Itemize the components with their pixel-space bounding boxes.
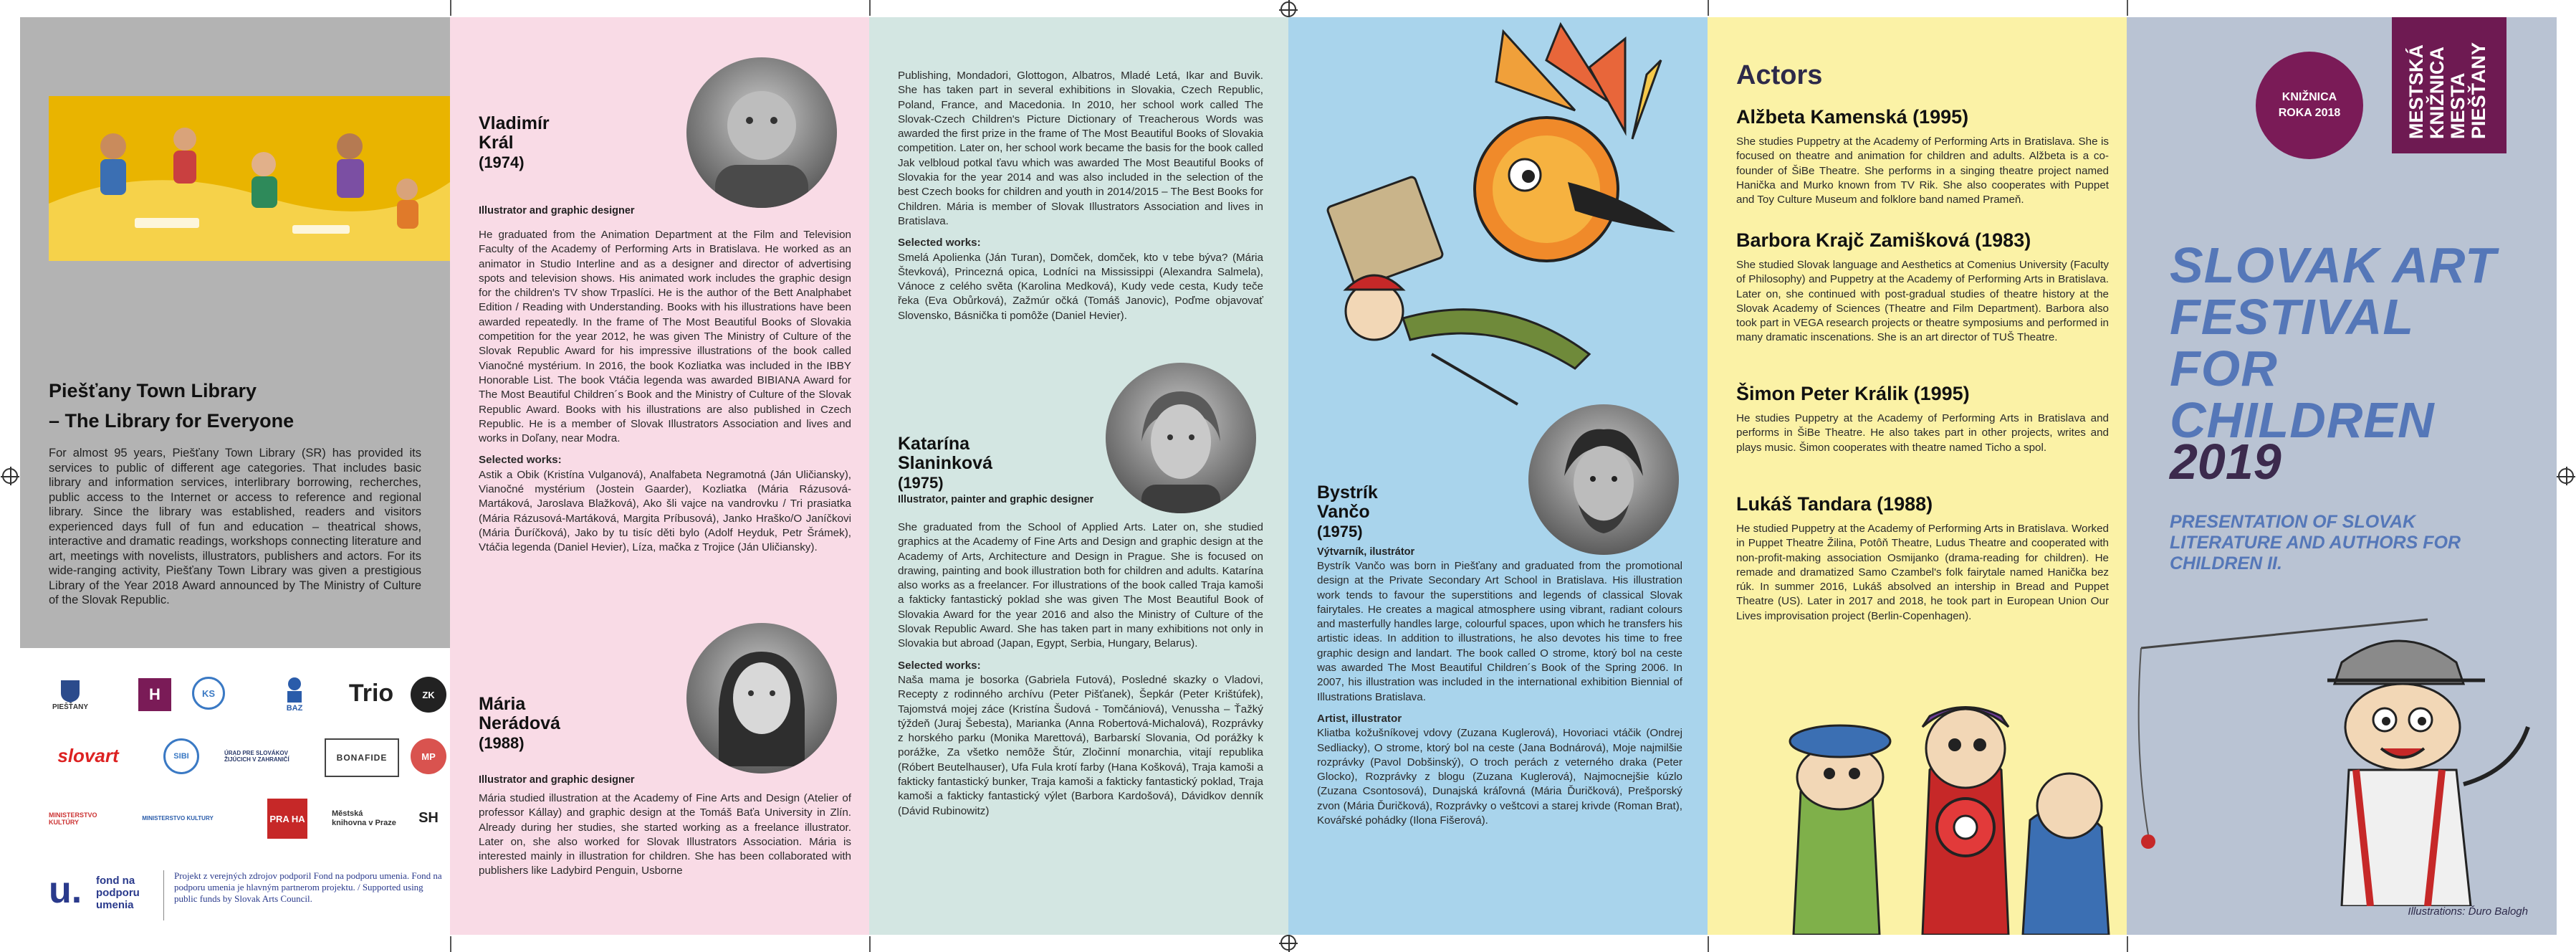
library-title-line2: – The Library for Everyone xyxy=(49,410,295,432)
logo-ministerstvo-cz: MINISTERSTVO KULTURY xyxy=(142,814,214,822)
festival-title-line2: FESTIVAL xyxy=(2170,289,2415,345)
logo-bonafide: BONAFIDE xyxy=(325,738,399,777)
library-photo xyxy=(49,96,450,261)
logo-urad: ÚRAD PRE SLOVÁKOV ŽIJÚCICH V ZAHRANIČÍ xyxy=(224,750,289,763)
kral-works-label: Selected works: xyxy=(479,454,562,467)
neradova-years: (1988) xyxy=(479,734,525,752)
crop-mark xyxy=(869,936,871,952)
vanco-portrait xyxy=(1528,404,1679,555)
town-library-logo-text: MESTSKÁ KNIŽNICA MESTA PIEŠŤANY xyxy=(2405,42,2489,139)
actor-name: Alžbeta Kamenská (1995) xyxy=(1736,106,1969,128)
kral-portrait xyxy=(686,57,837,208)
kral-neradova-panel xyxy=(450,17,869,935)
neradova-role: Illustrator and graphic designer xyxy=(479,774,635,786)
logo-sh: SH xyxy=(418,809,439,826)
slaninkova-works: Naša mama je bosorka (Gabriela Futová), Posledné skazky o Vladovi, Recepty z rodinného archívu (Peter Pišťanek), Šepkár (Peter Krištúfek), Tajomstvá mojej záce (Kristína Šudová - Tomčániová), Venussha – Ťažký týždeň (Juraj Šebesta), Marianka (Anna Robertová-Michalová), Rozprávky z horského parku (Monika Marettová), Barbarskí Slovania, Od porážky k porážke, Za všetko nemôže Štúr, Zločinní monarchia, vitají republika (Róbert Beutelhauser), Ufa Fula krotí farby (Hana Košková), Traja kamoši a fakticky fantastický bunker, Traja kamoši a fakticky fantastický poklad, Traja kamoši a fakticky fantastický výlet (Barbora Kardošová), Dávidkov denník (Dávid Rubinowitz) xyxy=(898,673,1263,817)
logo-sibi: SIBI xyxy=(163,738,199,774)
logo-ministerstvo-sk: MINISTERSTVO KULTÚRY xyxy=(49,811,97,826)
fpu-logo-text: fond na podporu umenia xyxy=(96,875,140,911)
library-panel xyxy=(20,17,450,935)
logo-mp: MP xyxy=(411,738,446,774)
festival-title-line3: FOR CHILDREN xyxy=(2170,341,2435,448)
vanco-years: (1975) xyxy=(1317,523,1363,541)
characters-illustration xyxy=(1708,648,2127,935)
town-library-logo xyxy=(2392,17,2506,153)
slaninkova-bio xyxy=(898,520,1263,819)
library-text: For almost 95 years, Piešťany Town Library (SR) has provided its services to public of different age categories. That includes basic library and information services, interlibrary borrowing, recherches, public access to the Internet or access to reference and regional library. Since the library was established, readers and visitors experienced days full of fun and education – theatrical shows, interactive and dramatic readings, workshops connecting literature and art, meetings with novelists, illustrators, publishers and actors. For its wide-ranging activity, Piešťany Town Library was given a prestigious Library of the Year 2018 Award announced by The Ministry of Culture of the Slovak Republic. xyxy=(49,447,421,606)
badge-line1: KNIŽNICA xyxy=(2281,91,2337,103)
actor-bio: She studies Puppetry at the Academy of Performing Arts in Bratislava. She is focused on theatre and animation for children and adults. Alžbeta is a co-founder of ŠiBe Theatre. She performs in a singing theatre project named Hanička and Murko known from TV Rik. She also cooperates with Puppet and Toy Culture Museum and folklore band named Prameň. xyxy=(1736,135,2109,206)
actor-name: Lukáš Tandara (1988) xyxy=(1736,493,1933,515)
children-reading-image xyxy=(49,96,450,261)
slaninkova-name: Katarína Slaninková (1975) xyxy=(898,434,992,492)
festival-subtitle: PRESENTATION OF SLOVAK LITERATURE AND AUTHORS FOR CHILDREN II. xyxy=(2170,512,2461,573)
vanco-panel xyxy=(1288,17,1708,935)
logo-baz: BAZ xyxy=(278,672,311,715)
neradova-works: Smelá Apolienka (Ján Turan), Domček, domček, kto v tebe býva? (Mária Števková), Princezná opica, Lodníci na Mississippi (Alexandra Salmela), Vánoce z celého světa (Karolina Medková), Kudy vede cesta, Kudy teče řeka (Eva Obůrková), Zažmúr očká (Tomáš Janovic), Poďme objavovať Slovensko, Básnička ti pomôže (Daniel Hevier). xyxy=(898,251,1263,322)
crop-mark xyxy=(2127,0,2128,16)
illustrations-credit: Illustrations: Ďuro Balogh xyxy=(2408,905,2528,918)
funding-note xyxy=(49,870,450,928)
slaninkova-panel xyxy=(869,17,1288,935)
slaninkova-portrait xyxy=(1106,363,1256,513)
actor-name: Barbora Krajč Zamišková (1983) xyxy=(1736,229,2031,251)
registration-mark-left xyxy=(2,468,18,484)
library-title xyxy=(49,376,421,436)
actor-bio: She studied Slovak language and Aesthetics at Comenius University (Faculty of Philosophy) and Puppetry at the Academy of Performing Arts in Bratislava. Later on, she continued with post-gradual studies of theatre history at the Slovak Academy of Sciences (Theatre and Film Department). Barbora also took part in VEGA research projects or theatre symposiums and performed in many dramatic inscenations. She is an art director of TUŠ Theatre. xyxy=(1736,259,2109,344)
badge-line2: ROKA 2018 xyxy=(2278,107,2341,119)
festival-title-line1: SLOVAK ART xyxy=(2170,237,2496,293)
festival-cover-panel xyxy=(2127,17,2557,935)
vanco-works-label: Artist, illustrator xyxy=(1317,712,1402,725)
kral-role: Illustrator and graphic designer xyxy=(479,205,635,216)
slaninkova-years: (1975) xyxy=(898,474,944,492)
festival-year: 2019 xyxy=(2170,434,2281,490)
festival-title xyxy=(2170,239,2557,446)
crop-mark xyxy=(2127,936,2128,952)
logo-h: H xyxy=(138,678,171,711)
vanco-role: Výtvarník, ilustrátor xyxy=(1317,546,1415,558)
crop-mark xyxy=(450,0,451,16)
neradova-portrait xyxy=(686,623,837,774)
neradova-works-label: Selected works: xyxy=(898,237,981,249)
logo-trio: Trio xyxy=(348,679,394,707)
vanco-name: Bystrík Vančo (1975) xyxy=(1317,482,1378,541)
registration-mark-bottom xyxy=(1280,935,1296,951)
actors-heading: Actors xyxy=(1736,60,1823,90)
slaninkova-works-label: Selected works: xyxy=(898,659,981,672)
logo-slovart: slovart xyxy=(57,744,119,766)
kral-bio-text: He graduated from the Animation Department at the Film and Television Faculty of the Academy of Performing Arts in Bratislava. He worked as an animator in Studio Interline and as a designer and director of advertising spots and television shows. His animated work includes the graphic design for the children's TV show Trpaslíci. He is the author of the Bett Analphabet Edition / Reading with Understanding. Books with his illustrations have been awarded repeatedly. In the frame of The Most Beautiful Books of Slovakia competition for the year 2012, he was given The Ministry of Culture of the Slovak Republic Award for his impressive illustrations of the book called Vianočné mystérium. In 2016, the book Kozliatka was included in the IBBY Honorable List. The book Vtáčia legenda was awarded BIBIANA Award for The Most Beautiful Children´s Book and the Ministry of Culture of the Slovak Republic Award. Books with his illustrations are also published in Czech Republic. He is a member of Slovak Illustrators Association and lives and works in Doľany, near Modra. xyxy=(479,229,851,445)
library-title-line1: Piešťany Town Library xyxy=(49,380,257,401)
funding-text: Projekt z verejných zdrojov podporil Fond na podporu umenia. Fond na podporu umenia je hlavným partnerom projektu. / Supported using public funds by Slovak Arts Council. xyxy=(163,870,446,920)
fisherman-illustration xyxy=(2127,605,2557,906)
neradova-bio-cont-text: Publishing, Mondadori, Glottogon, Albatros, Mladé Letá, Ikar and Buvik. She has taken part in several exhibitions in Slovakia, Czech Republic, Poland, France, and Macedonia. In 2010, her school work called The Slovak-Czech Children's Picture Dictionary of Treacherous Words was awarded the first prize in the frame of The Most Beautiful Books of Slovakia competition. Later on, her school work became the basis for the book called Jak velbloud potkal ťavu which was awarded The Most Beautiful Books of Slovakia for the year 2014 and was also included in the selection of the best Czech books for children and youth in 2014/2015 – The Best Books for Children. Mária is member of Slovak Illustrators Association and lives in Bratislava. xyxy=(898,70,1263,227)
vanco-works: Kliatba kožušníkovej vdovy (Zuzana Kuglerová), Hovoriaci vtáčik (Ondrej Sedliacky), O strome, ktorý bol na ceste (Jana Bodnárová), Moje najmilšie rozprávky (Pavol Dobšinský), O troch perách z veterného draka (Peter Glocko), Rozprávky z blogu (Zuzana Kuglerová), Najmocnejšie kúzlo (Zuzana Csontosová), Dunajská kráľovná (Mária Ďuričková), Prešporský zvon (Mária Ďuričková), Rozprávky o veštcovi a starej krivde (Roman Brat), Kovářské pohádky (Ilona Fišerová). xyxy=(1317,727,1682,827)
logo-mestska-knihovna: Městská knihovna v Praze xyxy=(332,809,396,827)
vanco-bio xyxy=(1317,559,1682,828)
logo-zk: ZK xyxy=(411,677,446,713)
kral-years: (1974) xyxy=(479,153,525,171)
actor-bio: He studies Puppetry at the Academy of Performing Arts in Bratislava and performs in ŠiBe Theatre. He also takes part in other projects, writes and plays music. Šimon cooperates with theatre named Ticho a spol. xyxy=(1736,412,2109,454)
vanco-bio-text: Bystrík Vančo was born in Piešťany and graduated from the promotional design at the Private Secondary Art School in Bratislava. His illustration work tends to favour the superstitions and legends of classical Slovak fairytales. He creates a magical atmosphere using vibrant, radiant colours and masterfully handles large, colourful spaces, upon which he transfers his artistic ideas. In addition to illustrations, he also devotes his time to free graphic design and landart. The book called O strome, ktorý bol na ceste was awarded The Most Beautiful Children´s Book of the Spring 2006. In 2007, his illustration was included in the international exhibition Biennial of Illustrations Bratislava. xyxy=(1317,560,1682,703)
kral-name: Vladimír Král (1974) xyxy=(479,113,550,171)
neradova-name: Mária Nerádová (1988) xyxy=(479,694,560,752)
crop-mark xyxy=(450,936,451,952)
crop-mark xyxy=(1708,0,1709,16)
kral-bio xyxy=(479,228,851,556)
fpu-logo: u. xyxy=(49,870,82,911)
crop-mark xyxy=(869,0,871,16)
library-info xyxy=(20,347,450,648)
actors-panel xyxy=(1708,17,2127,935)
neradova-bio: Mária studied illustration at the Academy of Fine Arts and Design (Atelier of professor Kállay) and graphic design at the Tomáš Baťa University in Zlín. Already during her studies, she started working as a freelance illustrator. Later on, she also worked for Slovak Illustrators Association. Mária is interested mainly in illustration for children. She has been collaborated with publishers like Ladybird Penguin, Usborne xyxy=(479,792,851,877)
slaninkova-role: Illustrator, painter and graphic designer xyxy=(898,494,1094,505)
slaninkova-bio-text: She graduated from the School of Applied Arts. Later on, she studied graphics at the Academy of Fine Arts and Design and graphic design at the Academy of Arts, Architecture and Design in Prague. She is focused on drawing, painting and book illustration both for children and adults. Katarína also works as a freelancer. For illustrations of the book called Traja kamoši a fakticky fantastický poklad she was given The Most Beautiful Book of Slovakia Award for the year 2016 and also the Ministry of Culture of the Slovak Republic Award. She has taken part in many exhibitions not only in Slovakia but abroad (Japan, Egypt, Serbia, Hungary, Belarus). xyxy=(898,521,1263,650)
logo-praha: PRA HA xyxy=(267,799,307,839)
logo-piestany: PIEŠŤANY xyxy=(49,677,92,713)
library-of-year-badge xyxy=(2256,52,2363,159)
registration-mark-top xyxy=(1280,1,1296,17)
neradova-bio-continued xyxy=(898,69,1263,323)
logo-ks: KS xyxy=(192,677,225,710)
crop-mark xyxy=(1708,936,1709,952)
bird-illustration xyxy=(1288,17,1708,419)
kral-works: Astik a Obik (Kristína Vulganová), Analfabeta Negramotná (Ján Uličiansky), Vianočné mystérium (Jostein Gaarder), Kozliatka (Mária Rázusová-Martáková, Jaroslava Blažková), Ako šli vajce na vandrovku / Tri prasiatka (Mária Rázusová-Martáková, Margita Príbusová), Janko Hraško/O Janíčkovi (Mária Ďuríčková), Jako by tu tisíc děti bylo (Adolf Heyduk, Petr Šrámek), Vtáčia legenda (Daniel Hevier), Líza, mačka z Trojice (Ján Uličiansky). xyxy=(479,468,851,554)
actor-bio: He studied Puppetry at the Academy of Performing Arts in Bratislava. Worked in Puppet Theatre Žilina, Potôň Theatre, Ludus Theatre and cooperated with non-profit-making association Osmijanko (drama-reading for children). He remade and dramatized Samo Czambel's folk fairytale named Hanička bez rúk. In summer 2016, Lukáš absolved an intership in Bread and Puppet Theatre (US). Later in 2017 and 2018, he took part in European Union Our Lives improvisation project (Berlin-Copenhagen). xyxy=(1736,523,2109,622)
actor-name: Šimon Peter Králik (1995) xyxy=(1736,383,1970,404)
registration-mark-right xyxy=(2558,468,2574,484)
